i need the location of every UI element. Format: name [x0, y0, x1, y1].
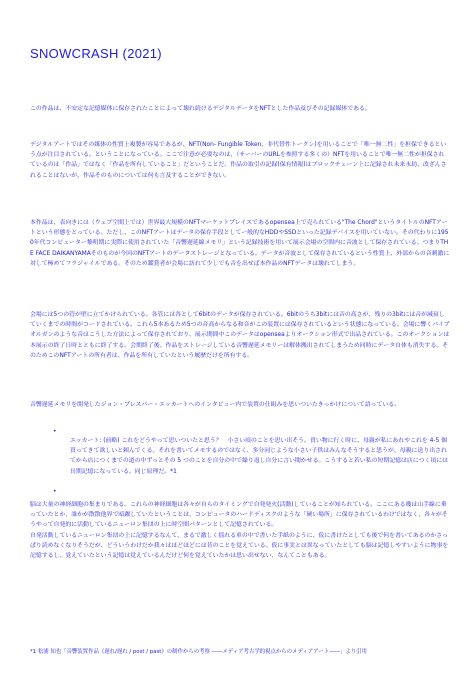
- paragraph-neurons: 脳は大量の神経細胞の集まりである。これらの神経細胞は各々が自らのタイミングで自発発火(活動)していることが知られている。ここにある幾は山手線に乗っていたとか、誰かが散散他界で暗躍していたということは、コンピュータのハードディスクのような「硬い場所」に保存されているわけではなく、各々がそうやって自発的に活動しているニューロン集団の上に時空間パターンとして記憶されている。 自発活動しているニューロン集団の上に記憶するなんて、まるで激しく揺れる車の中で書いた手紙のように、仮に書けたとしても後で何を書いてあるのかさっぱり読めなくなりそうだが、どういうわけだか我々はほどほどには昔のことを覚えている。仮に事実とは異なっていたとしても脳は記憶しやすいように物事を記憶するし、覚えていたという記憶は覚えているんだけど何を覚えていたかは思い出せない、なんてこともある。: [30, 502, 449, 560]
- paragraph-nft-uniqueness: デジタルアートではその媒体の性質上複製が容易であるが、NFT(Non- Fungible Token、非代替性トークン)を用いることで「唯一無二性」を担保できるという点が注目されている。ということになっている。ここで注意が必要なのは、（サーバーのURLを参照する多くの）NFTを用いることで唯一無二性が担保されているのは「作品」ではなく「作品を所有していること」だということだ。作品の取引の記録(保有情報)はブロックチェーン上に記録され未来永劫、改ざんされることはないが、作品そのものについては何も言及することができない。: [30, 142, 447, 179]
- document-title: SNOWCRASH (2021): [30, 46, 162, 61]
- paragraph-the-chord: 本作品は、表向きには（ウェブ空間上では）世界最大規模のNFTマーケットプレイスであるopensea上で売られている"The Chord"というタイトルのNFTアートという形態をとっている。ただし、このNFTアートはデータの保存手段としてー般的なHDDやSSDといった記録デバイスを用いていない。その代わりに1950年代コンピューター黎明期に実際に使用されていた「音響遅延線メモリ」という記録技術を用いて展示会場の空間内に音波として保存されている。つまりTHE FACE DAIKANYAMAそのものが今回のNFTアートのデータストレージとなっている。データが音波として保存されているという性質上、外部からの音刺激に対して極めてフラジャイルである。そのため鑑賞者が会場に訪れて少しでも音を出せば本作品のNFTデータは壊れてしまう。: [30, 220, 450, 267]
- paragraph-eckert-intro: 音響遅延メモリを開発したジョン・プレスパー・エッカートへのインタビュー内で装置の仕組みを思いついたきっかけについて語っている。: [30, 402, 401, 408]
- quote-bullet: •: [53, 428, 57, 435]
- eckert-quote: エッカート: (前略) これをどうやって思いついたと思う？ 小さい頃のことを思い出そう。買い物に行く時に、母親が私にあれやこれを 4-5 個買ってきて欲しいと頼んでくる。それを書いてメモするのではなく、多分同じような小さい子供はみんなそうすると思うが、母親に送り出されてから店につくまでの道の中ずっとその 5 つのことを自分の中で繰り返し自分に言い聞かせる。こうすると若い私の短期記憶は店につく頃には長期記憶になっている。同じ原理だ。*1: [70, 438, 449, 475]
- intro-paragraph: この作品は、不安定な記憶媒体に保存されたことによって壊れ続けるデジタルデータをNFTとした作品及びその記録媒体である。: [30, 106, 371, 112]
- quote-end-bullet: •: [53, 488, 57, 495]
- paragraph-pipes: 会場には5つの管が壁に立てかけられている。各管には各として6bitのデータが保存されている。6bitのうち3bitには音の高さが、残りの3bitには音が減衰していくまでの時間がコードされている。これら5本あるため5つの音高からなる和音がこの装置には保存されているという状態になっている。会場に響くパイプオルガンのような音はこうした方法によって保存されており、展示期間中このデータはopenseaよりオークション形式で出品されている。このオークションは本展示の終了日時とともに終了する。会期終了後、作品をストレージしている音響遅延メモリーは解体搬出されてしまうため同時にデータ自体も消失する。そのためこのNFTアートの所有者は、作品を所有していたという履歴だけを所有する。: [30, 312, 450, 359]
- footnote: *1 松浦 知也「音響装置作品《遅れ/遅れ / post / past》の制作からの考察 ――メディア考古学的視点からのメディアアート――」より引用: [30, 649, 367, 655]
